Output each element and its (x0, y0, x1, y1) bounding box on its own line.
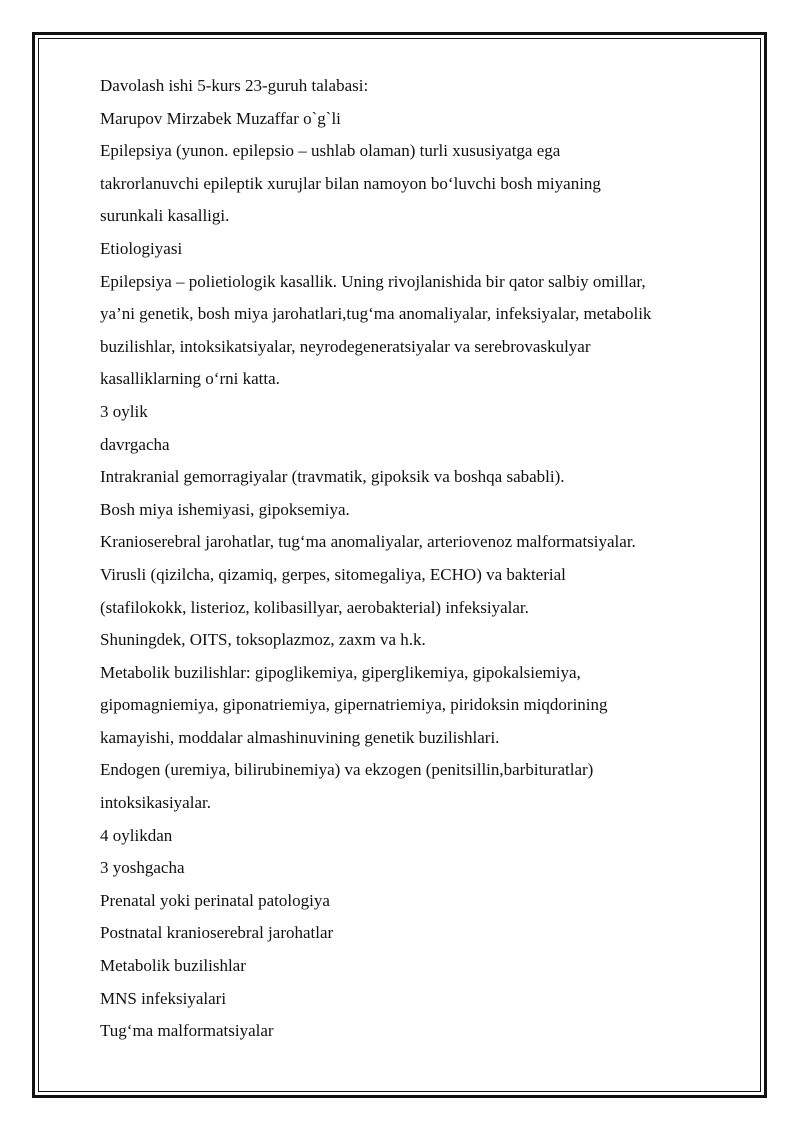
text-line: Tug‘ma malformatsiyalar (100, 1021, 274, 1041)
text-line: Kranioserebral jarohatlar, tug‘ma anomaliyalar, arteriovenoz malformatsiyalar. (100, 532, 636, 552)
text-line: buzilishlar, intoksikatsiyalar, neyrodegeneratsiyalar va serebrovaskulyar (100, 336, 591, 356)
age-group-label: 3 yoshgacha (100, 858, 185, 878)
age-group-label: 3 oylik (100, 401, 148, 421)
text-line: Shuningdek, OITS, toksoplazmoz, zaxm va h.k. (100, 630, 426, 650)
age-group-label: 4 oylikdan (100, 825, 173, 845)
text-line: takrorlanuvchi epileptik xurujlar bilan namoyon bo‘luvchi bosh miyaning (100, 173, 601, 193)
text-line: (stafilokokk, listerioz, kolibasillyar, aerobakterial) infeksiyalar. (100, 597, 529, 617)
text-line: Intrakranial gemorragiyalar (travmatik, gipoksik va boshqa sababli). (100, 467, 565, 487)
section-heading: Etiologiyasi (100, 238, 183, 258)
text-line: MNS infeksiyalari (100, 988, 227, 1008)
text-line: Epilepsiya (yunon. epilepsio – ushlab olaman) turli xususiyatga ega (100, 141, 561, 161)
text-line: intoksikasiyalar. (100, 793, 211, 813)
text-line: ya’ni genetik, bosh miya jarohatlari,tug‘ma anomaliyalar, infeksiyalar, metabolik (100, 304, 652, 324)
text-line: Bosh miya ishemiyasi, gipoksemiya. (100, 499, 350, 519)
age-group-label: davrgacha (100, 434, 170, 454)
text-line: Prenatal yoki perinatal patologiya (100, 890, 330, 910)
text-line: Marupov Mirzabek Muzaffar o`g`li (100, 108, 341, 128)
text-line: surunkali kasalligi. (100, 206, 230, 226)
text-line: Virusli (qizilcha, qizamiq, gerpes, sitomegaliya, ECHO) va bakterial (100, 564, 566, 584)
text-line: Epilepsiya – polietiologik kasallik. Uning rivojlanishida bir qator salbiy omillar, (100, 271, 646, 291)
text-line: Davolash ishi 5-kurs 23-guruh talabasi: (100, 76, 369, 95)
text-line: Metabolik buzilishlar: gipoglikemiya, giperglikemiya, gipokalsiemiya, (100, 662, 581, 682)
text-line: gipomagniemiya, giponatriemiya, gipernatriemiya, piridoksin miqdorining (100, 695, 608, 715)
text-line: Endogen (uremiya, bilirubinemiya) va ekzogen (penitsillin,barbituratlar) (100, 760, 594, 780)
text-line: kamayishi, moddalar almashinuvining genetik buzilishlari. (100, 727, 500, 747)
text-line: kasalliklarning o‘rni katta. (100, 369, 280, 389)
text-line: Metabolik buzilishlar (100, 956, 246, 976)
document-body (100, 70, 740, 1048)
text-line: Postnatal kranioserebral jarohatlar (100, 923, 334, 943)
